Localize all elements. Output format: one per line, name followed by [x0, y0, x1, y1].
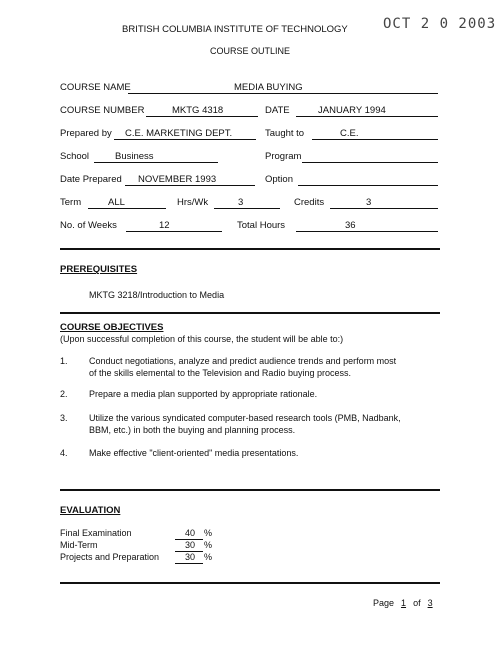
- date-underline: [296, 116, 438, 117]
- objective-text-line: Prepare a media plan supported by appropriate rationale.: [89, 389, 318, 399]
- evaluation-row-unit: %: [204, 552, 213, 562]
- credits-label: Credits: [294, 197, 325, 208]
- objective-number: 3.: [60, 413, 68, 423]
- date-prepared-value: NOVEMBER 1993: [138, 174, 217, 185]
- document-title: COURSE OUTLINE: [210, 46, 291, 56]
- taught-to-underline: [312, 139, 438, 140]
- school-value: Business: [115, 151, 154, 162]
- course-name-label: COURSE NAME: [60, 82, 131, 93]
- hrs-wk-underline: [214, 208, 280, 209]
- course-number-value: MKTG 4318: [172, 105, 224, 116]
- objective-number: 4.: [60, 448, 68, 458]
- term-underline: [88, 208, 166, 209]
- page-number: [373, 598, 437, 608]
- date-value: JANUARY 1994: [318, 105, 386, 116]
- section-divider-1: [60, 248, 440, 250]
- objective-text-line: Utilize the various syndicated computer-based research tools (PMB, Nadbank,: [89, 413, 401, 423]
- page-current: 1: [401, 598, 407, 608]
- no-of-weeks-value: 12: [159, 220, 170, 231]
- credits-value: 3: [366, 197, 372, 208]
- no-of-weeks-label: No. of Weeks: [60, 220, 117, 231]
- date-label: DATE: [265, 105, 290, 116]
- taught-to-value: C.E.: [340, 128, 359, 139]
- credits-underline: [330, 208, 438, 209]
- evaluation-row-value: 40: [185, 528, 196, 538]
- prepared-by-underline: [114, 139, 256, 140]
- course-number-underline: [146, 116, 258, 117]
- evaluation-row-label: Final Examination: [60, 528, 132, 538]
- date-prepared-underline: [125, 185, 255, 186]
- course-name-value: MEDIA BUYING: [234, 82, 303, 93]
- received-date-stamp: OCT 2 0 2003: [383, 16, 497, 32]
- objective-text-line: Conduct negotiations, analyze and predict audience trends and perform most: [89, 356, 397, 366]
- evaluation-row-value: 30: [185, 552, 196, 562]
- total-hours-underline: [296, 231, 438, 232]
- program-underline: [302, 162, 438, 163]
- section-divider-3: [60, 489, 440, 491]
- prerequisites-heading: PREREQUISITES: [60, 264, 138, 275]
- evaluation-heading: EVALUATION: [60, 505, 121, 516]
- school-underline: [94, 162, 218, 163]
- course-name-underline: [128, 93, 438, 94]
- evaluation-row-value: 30: [185, 540, 196, 550]
- hrs-wk-value: 3: [238, 197, 244, 208]
- option-label: Option: [265, 174, 293, 185]
- program-label: Program: [265, 151, 302, 162]
- term-value: ALL: [108, 197, 125, 208]
- taught-to-label: Taught to: [265, 128, 305, 139]
- option-underline: [298, 185, 438, 186]
- school-label: School: [60, 151, 90, 162]
- prerequisites-text: MKTG 3218/Introduction to Media: [89, 290, 225, 300]
- objectives-heading: COURSE OBJECTIVES: [60, 322, 164, 333]
- page-total: 3: [427, 598, 433, 608]
- section-divider-4: [60, 582, 440, 584]
- objective-text-line: BBM, etc.) in both the buying and planning process.: [89, 425, 296, 435]
- objective-number: 1.: [60, 356, 68, 366]
- total-hours-value: 36: [345, 220, 356, 231]
- total-hours-label: Total Hours: [237, 220, 286, 231]
- hrs-wk-label: Hrs/Wk: [177, 197, 209, 208]
- evaluation-row-label: Projects and Preparation: [60, 552, 160, 562]
- objective-number: 2.: [60, 389, 68, 399]
- page-of-label: of: [413, 598, 421, 608]
- date-prepared-label: Date Prepared: [60, 174, 122, 185]
- objective-text-line: of the skills elemental to the Television and Radio buying process.: [89, 368, 351, 378]
- no-of-weeks-underline: [126, 231, 222, 232]
- objectives-intro: (Upon successful completion of this course, the student will be able to:): [60, 334, 344, 344]
- evaluation-value-underline: [175, 563, 203, 564]
- evaluation-row-label: Mid-Term: [60, 540, 98, 550]
- evaluation-row-unit: %: [204, 540, 213, 550]
- section-divider-2: [60, 312, 440, 314]
- evaluation-row-unit: %: [204, 528, 213, 538]
- term-label: Term: [60, 197, 82, 208]
- course-number-label: COURSE NUMBER: [60, 105, 145, 116]
- page-label: Page: [373, 598, 395, 608]
- prepared-by-value: C.E. MARKETING DEPT.: [125, 128, 233, 139]
- objective-text-line: Make effective "client-oriented" media presentations.: [89, 448, 299, 458]
- institution-name: BRITISH COLUMBIA INSTITUTE OF TECHNOLOGY: [122, 24, 348, 35]
- prepared-by-label: Prepared by: [60, 128, 112, 139]
